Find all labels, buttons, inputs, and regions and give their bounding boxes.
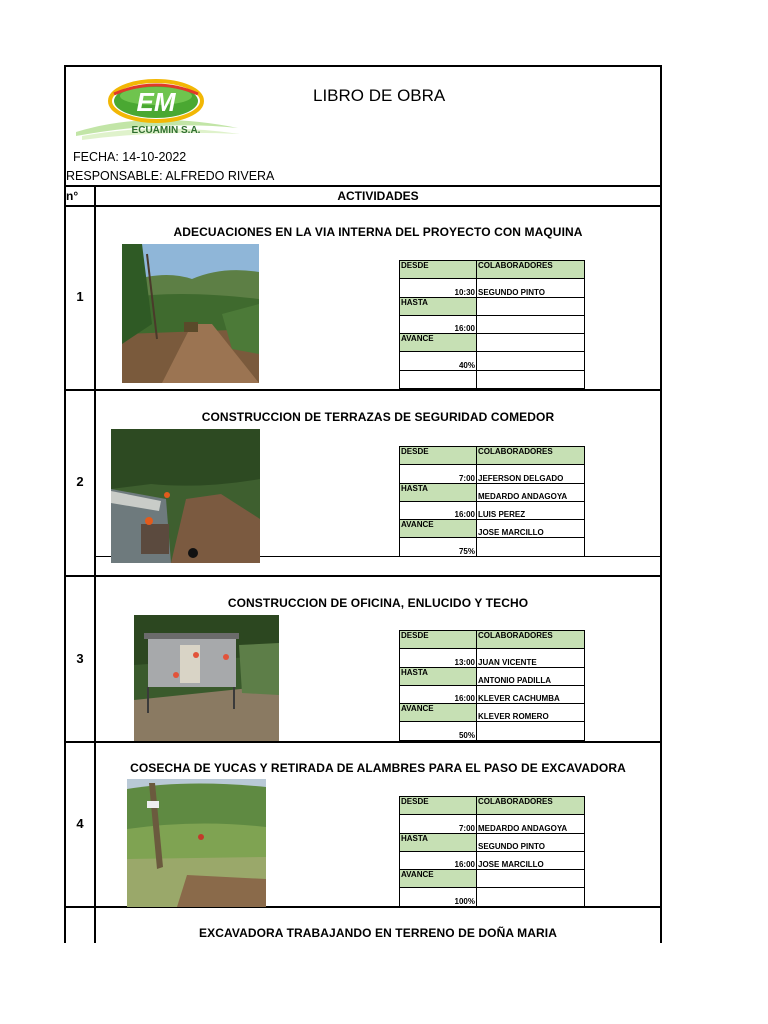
row-divider — [64, 389, 662, 391]
activity-photo-field — [127, 779, 266, 907]
activity-photo-road — [122, 244, 259, 383]
hasta-label: HASTA — [400, 667, 477, 685]
hasta-value: 16:00 — [400, 501, 477, 519]
desde-label: DESDE — [400, 631, 477, 649]
logo-monogram: EM — [136, 87, 176, 117]
collaborator-name: SEGUNDO PINTO — [477, 279, 585, 297]
avance-value: 100% — [400, 888, 477, 906]
colaboradores-label: COLABORADORES — [477, 261, 585, 279]
row-divider — [64, 741, 662, 743]
desde-value: 7:00 — [400, 815, 477, 833]
collaborator-name: JUAN VICENTE — [477, 649, 585, 667]
activity-photo-terraces — [111, 429, 260, 563]
hasta-label: HASTA — [400, 297, 477, 315]
avance-value: 40% — [400, 352, 477, 370]
activity-number: 3 — [76, 651, 84, 666]
header-bottom-border — [64, 205, 662, 207]
colaboradores-label: COLABORADORES — [477, 447, 585, 465]
desde-value: 13:00 — [400, 649, 477, 667]
desde-value: 10:30 — [400, 279, 477, 297]
activity-details-table — [399, 446, 585, 557]
collaborator-name: LUIS PEREZ — [477, 501, 585, 519]
activity-details-table — [399, 630, 585, 741]
avance-label: AVANCE — [400, 704, 477, 722]
colaboradores-label: COLABORADORES — [477, 797, 585, 815]
avance-label: AVANCE — [400, 334, 477, 352]
activity-title: EXCAVADORA TRABAJANDO EN TERRENO DE DOÑA MARIA — [199, 926, 557, 940]
header-top-border — [64, 185, 662, 187]
activity-details-table — [399, 796, 585, 907]
page-title: LIBRO DE OBRA — [313, 86, 446, 105]
hasta-value: 16:00 — [400, 851, 477, 869]
number-column-divider — [94, 185, 96, 943]
collaborator-name — [477, 315, 585, 333]
responsible-label: RESPONSABLE: ALFREDO RIVERA — [66, 169, 275, 183]
collaborator-name: MEDARDO ANDAGOYA — [477, 483, 585, 501]
collaborator-name: MEDARDO ANDAGOYA — [477, 815, 585, 833]
activity-title: ADECUACIONES EN LA VIA INTERNA DEL PROYECTO CON MAQUINA — [173, 225, 583, 239]
collaborator-name: SEGUNDO PINTO — [477, 833, 585, 851]
column-header-number: n° — [66, 189, 79, 203]
date-label: FECHA: 14-10-2022 — [73, 150, 187, 164]
collaborator-name — [477, 538, 585, 556]
column-header-activities: ACTIVIDADES — [337, 189, 419, 203]
collaborator-name — [477, 352, 585, 370]
activity-number: 4 — [76, 816, 84, 831]
hasta-label: HASTA — [400, 833, 477, 851]
hasta-value: 16:00 — [400, 315, 477, 333]
avance-label: AVANCE — [400, 870, 477, 888]
colaboradores-label: COLABORADORES — [477, 631, 585, 649]
collaborator-name: JEFERSON DELGADO — [477, 465, 585, 483]
avance-label: AVANCE — [400, 520, 477, 538]
company-logo — [68, 70, 246, 146]
activity-details-table — [399, 260, 585, 389]
activity-title: CONSTRUCCION DE TERRAZAS DE SEGURIDAD COMEDOR — [201, 410, 555, 424]
collaborator-name — [477, 888, 585, 906]
desde-label: DESDE — [400, 797, 477, 815]
hasta-label: HASTA — [400, 483, 477, 501]
avance-value: 75% — [400, 538, 477, 556]
collaborator-name: KLEVER ROMERO — [477, 704, 585, 722]
desde-value: 7:00 — [400, 465, 477, 483]
activity-number: 2 — [76, 474, 84, 489]
collaborator-name: JOSE MARCILLO — [477, 851, 585, 869]
desde-label: DESDE — [400, 261, 477, 279]
collaborator-name — [477, 334, 585, 352]
activity-photo-office — [134, 615, 279, 741]
activity-title: COSECHA DE YUCAS Y RETIRADA DE ALAMBRES PARA EL PASO DE EXCAVADORA — [130, 761, 626, 775]
logo-company-name: ECUAMIN S.A. — [131, 125, 201, 136]
collaborator-name — [477, 722, 585, 740]
activity-number: 1 — [76, 289, 84, 304]
activity-title: CONSTRUCCION DE OFICINA, ENLUCIDO Y TECHO — [227, 596, 529, 610]
collaborator-name — [477, 297, 585, 315]
avance-value: 50% — [400, 722, 477, 740]
collaborator-name: ANTONIO PADILLA — [477, 667, 585, 685]
hasta-value: 16:00 — [400, 685, 477, 703]
collaborator-name: KLEVER CACHUMBA — [477, 685, 585, 703]
collaborator-name: JOSE MARCILLO — [477, 520, 585, 538]
row-divider — [64, 575, 662, 577]
collaborator-name — [477, 870, 585, 888]
desde-label: DESDE — [400, 447, 477, 465]
